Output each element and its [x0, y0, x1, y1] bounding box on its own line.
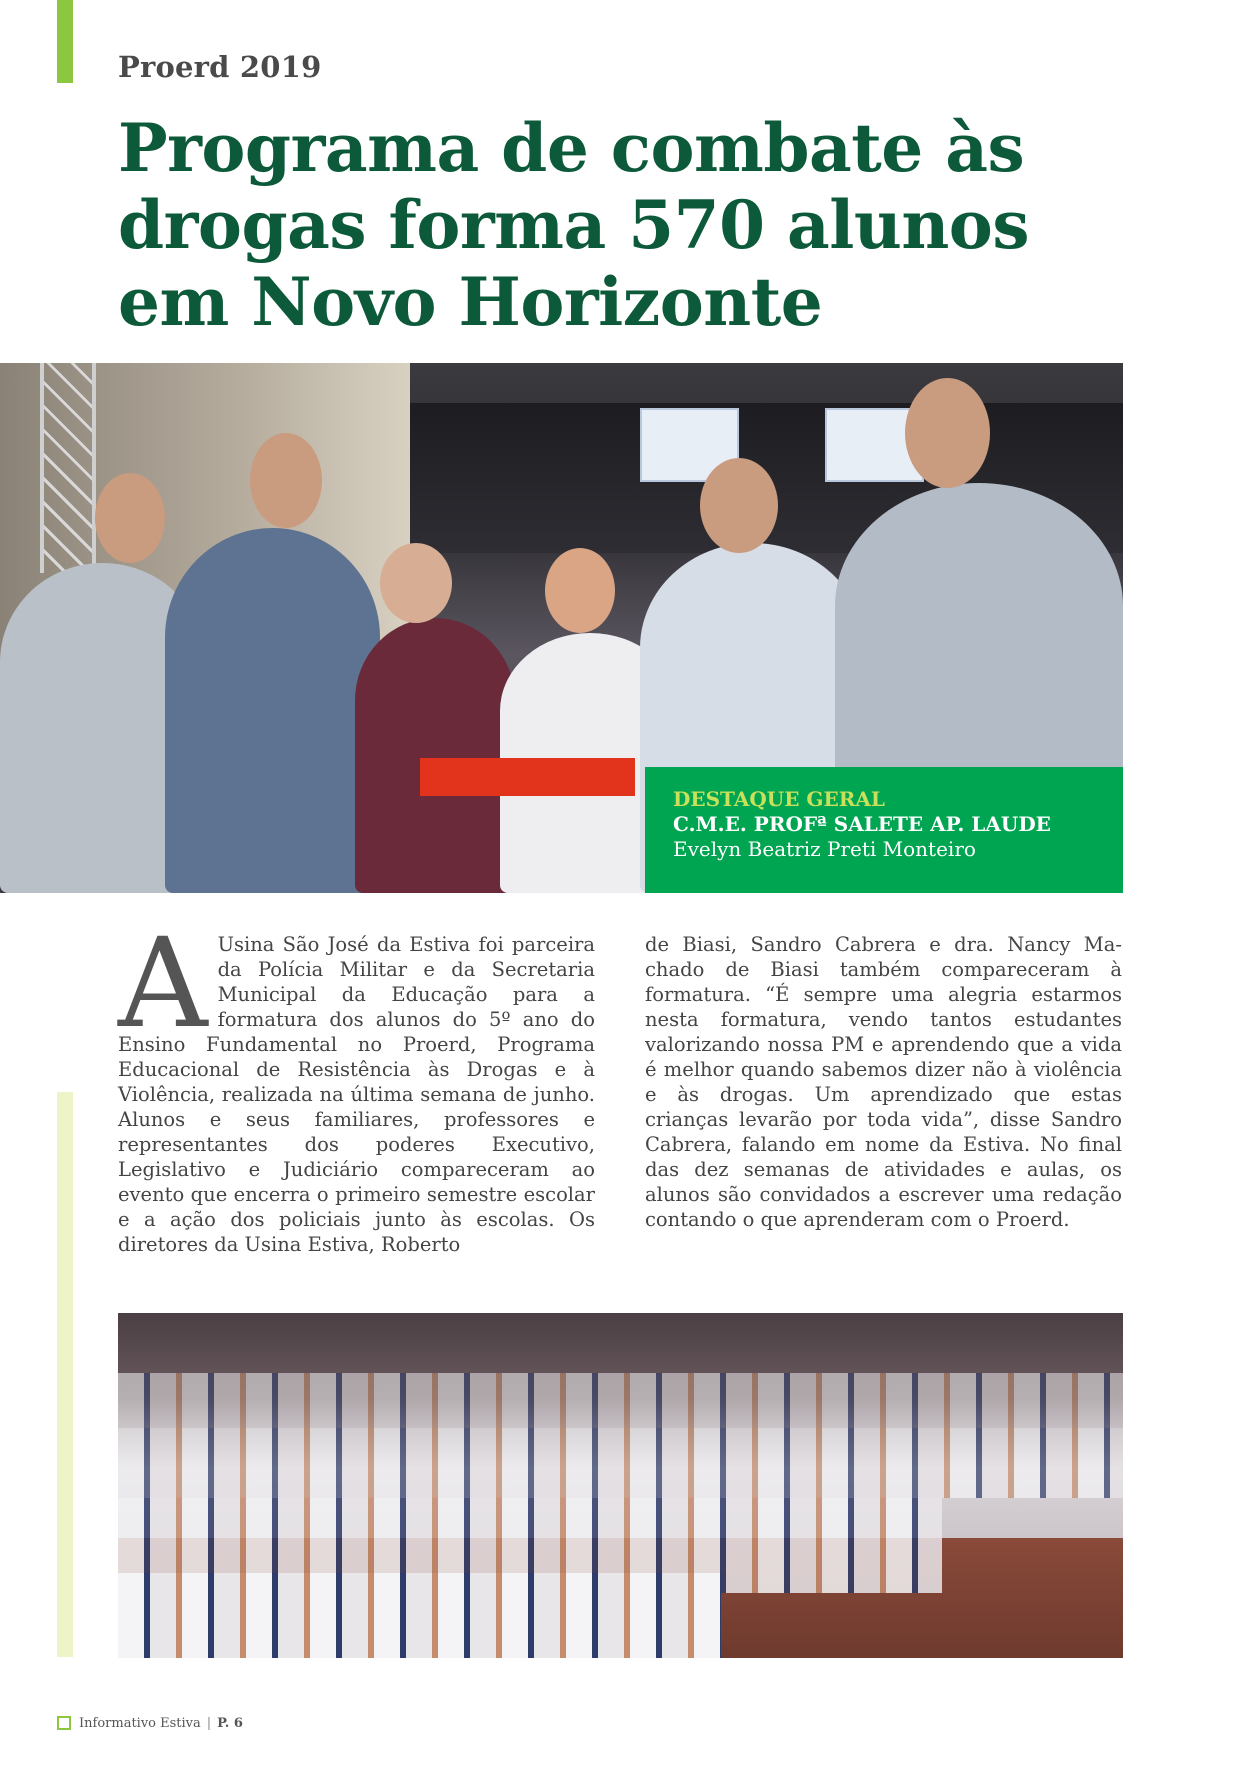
article-paragraph: de Biasi, Sandro Cabrera e dra. Nancy Machado de Biasi também compareceram à formatura. “É sempre uma alegria estarmos nesta formatura, vendo tantos estudantes valorizando nossa PM e aprendendo que a vida é melhor quando sabemos dizer não à violência e às drogas. Um aprendizado que estas crianças levarão por toda vida”, disse Sandro Cabrera, falando em nome da Estiva. No final das dez semanas de atividades e aulas, os alunos são convidados a escrever uma redação contando o que aprenderam com o Proerd.	[645, 933, 1122, 1231]
footer-page-number: P. 6	[217, 1715, 243, 1731]
photo-person-head	[380, 543, 452, 623]
photo-stage-truss	[40, 363, 96, 573]
section-kicker: Proerd 2019	[118, 50, 322, 84]
headline-line: Programa de combate às	[118, 109, 1025, 187]
photo-student-row	[118, 1573, 721, 1658]
crowd-photo-students-saluting	[118, 1313, 1123, 1658]
photo-person-head	[95, 473, 165, 563]
photo-person-head	[700, 458, 778, 553]
headline-line: drogas forma 570 alunos	[118, 186, 1029, 264]
photo-student-row	[118, 1373, 1123, 1428]
caption-student-name: Evelyn Beatriz Preti Monteiro	[673, 837, 976, 861]
accent-bar-side	[57, 1092, 73, 1657]
footer-separator: |	[206, 1715, 212, 1731]
accent-bar-top	[57, 0, 73, 83]
caption-title: DESTAQUE GERAL	[673, 787, 885, 811]
photo-caption-box	[645, 767, 1123, 893]
article-column-left	[118, 912, 595, 1257]
photo-person-head	[545, 548, 615, 633]
page-footer	[57, 1713, 243, 1733]
article-paragraph: Usina São José da Estiva foi parceira da Polícia Militar e da Secretaria Municipal da Educação para a formatura dos alunos do 5º ano do Ensino Fundamental no Proerd, Programa Educacional de Resistência às Drogas e à Violência, realizada na última semana de junho. Alunos e seus familiares, professores e representantes dos poderes Executivo, Legislativo e Judiciário compareceram ao evento que encerra o primeiro semestre escolar e a ação dos policiais junto às escolas. Os diretores da Usina Estiva, Roberto	[118, 933, 595, 1256]
photo-student-row	[118, 1428, 1123, 1498]
drop-cap: A	[118, 912, 208, 1056]
photo-person-man	[165, 528, 380, 893]
headline	[118, 110, 1128, 341]
footer-square-icon	[57, 1716, 71, 1730]
article-column-right	[645, 932, 1122, 1232]
photo-person-head	[905, 378, 990, 488]
caption-school: C.M.E. PROFª SALETE AP. LAUDE	[673, 812, 1051, 836]
photo-person-head	[250, 433, 322, 528]
headline-line: em Novo Horizonte	[118, 263, 823, 341]
photo-person-woman	[355, 618, 515, 893]
photo-red-gift-box	[420, 758, 635, 796]
footer-publication: Informativo Estiva	[79, 1715, 201, 1731]
